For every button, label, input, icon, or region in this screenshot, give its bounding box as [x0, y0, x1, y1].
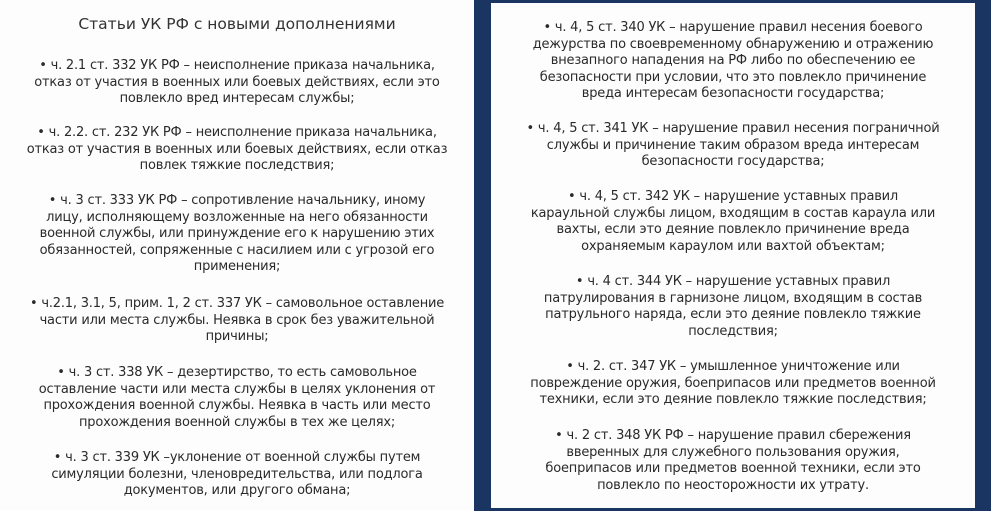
list-item: • ч. 2 ст. 348 УК РФ – нарушение правил сбережения вверенных для служебного пользования оружия, боеприпасов или предметов военной техники, если это повлекло по неосторожности их утрату. — [545, 428, 921, 493]
page-title: Статьи УК РФ с новыми дополнениями — [78, 15, 396, 33]
list-item: • ч. 2.2. ст. 232 УК РФ – неисполнение приказа начальника, отказ от участия в военных или боевых действиях, если отказ повлек тяжкие последствия; — [26, 125, 448, 174]
list-item: • ч. 2. ст. 347 УК – умышленное уничтожение или повреждение оружия, боеприпасов или предметов военной техники, если это деяние повлекло тяжкие последствия; — [530, 359, 936, 408]
list-item: • ч. 4, 5 ст. 342 УК – нарушение уставных правил караульной службы лицом, входящим в состав караула или вахты, если это деяние повлекло причинение вреда охраняемым караулом или вахтой объектам; — [530, 189, 936, 254]
left-panel — [0, 0, 474, 511]
list-item: • ч. 3 ст. 333 УК РФ – сопротивление начальнику, иному лицу, исполняющему возложенные на него обязанности военной службы, или принуждение его к нарушению этих обязанностей, сопряженные с насилием или с угрозой его применения; — [39, 193, 435, 275]
list-item: • ч. 4 ст. 344 УК – нарушение уставных правил патрулирования в гарнизоне лицом, входящим в состав патрульного наряда, если это деяние повлекло тяжкие последствия; — [543, 274, 923, 339]
list-item: • ч.2.1, 3.1, 5, прим. 1, 2 ст. 337 УК – самовольное оставление части или места службы. Неявка в срок без уважительной причины; — [29, 296, 445, 345]
list-item: • ч. 3 ст. 339 УК –уклонение от военной службы путем симуляции болезни, членовредительства, или подлога документов, или другого обмана; — [51, 450, 423, 499]
list-item: • ч. 4, 5 ст. 340 УК – нарушение правил несения боевого дежурства по своевременному обнаружению и отражению внезапного нападения на РФ либо по обеспечению ее безопасности при условии, что это повлекло причинение вреда интересам безопасности государства; — [532, 20, 934, 102]
right-panel — [491, 3, 975, 508]
list-item: • ч. 4, 5 ст. 341 УК – нарушение правил несения пограничной службы и причинение таким образом вреда интересам безопасности государства; — [526, 121, 940, 170]
list-item: • ч. 2.1 ст. 332 УК РФ – неисполнение приказа начальника, отказ от участия в военных или боевых действиях, если это повлекло вред интересам службы; — [34, 58, 440, 107]
list-item: • ч. 3 ст. 338 УК – дезертирство, то есть самовольное оставление части или места службы в целях уклонения от прохождения военной службы. Неявка в часть или место прохождения военной службы в тех же целях; — [38, 365, 436, 430]
